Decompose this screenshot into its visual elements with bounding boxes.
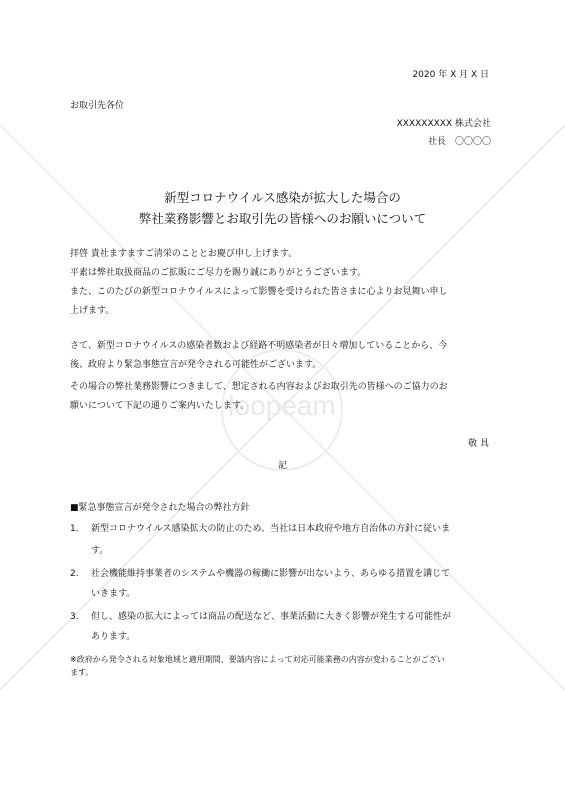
list-item-text: 但し、感染の拡大によっては商品の配送など、事業活動に大きく影響が発生する可能性が — [91, 612, 452, 622]
president-name: 社長 〇〇〇〇 — [427, 137, 491, 147]
greeting-line: 拝啓 貴社ますますご清栄のこととお慶び申し上げます。 — [70, 249, 298, 259]
greeting-line: また、このたびの新型コロナウイルスによって影響を受けられた皆さまに心よりお見舞い申し — [70, 287, 448, 297]
body-line: 後、政府より緊急事態宣言が発令される可能性がございます。 — [70, 360, 322, 370]
list-item-number: 2. — [70, 569, 79, 579]
body-line: その場合の弊社業務影響につきまして、想定される内容およびお取引先の皆様へのご協力のお — [70, 382, 448, 392]
ki-marker: 記 — [278, 461, 288, 471]
closing: 敬 具 — [468, 439, 489, 449]
recipient: お取引先各位 — [70, 101, 125, 111]
body-line: さて、新型コロナウイルスの感染者数および経路不明感染者が日々増加していることから、今 — [70, 341, 448, 351]
list-item-text: いきます。 — [91, 589, 136, 599]
list-item-text: 新型コロナウイルス感染拡大の防止のため、当社は日本政府や地方自治体の方針に従いま — [91, 524, 451, 534]
greeting-line: 平素は弊社取扱商品のご拡販にご尽力を賜り誠にありがとうございます。 — [70, 268, 367, 278]
title-line-1: 新型コロナウイルス感染が拡大した場合の — [164, 190, 401, 205]
document-date: 2020 年 X 月 X 日 — [412, 70, 489, 80]
company-name: XXXXXXXXX 株式会社 — [396, 119, 491, 129]
body-line: 願いについて下記の通りご案内いたします。 — [70, 401, 250, 411]
list-item-text: あります。 — [91, 632, 136, 642]
list-item-number: 3. — [70, 612, 79, 622]
greeting-line: 上げます。 — [70, 306, 115, 316]
list-item-text: す。 — [91, 546, 109, 556]
list-item-text: 社会機能維持事業者のシステムや機器の稼働に影響が出ないよう、あらゆる措置を講じて — [91, 569, 451, 579]
note-line: ます。 — [70, 668, 94, 677]
title-line-2: 弊社業務影響とお取引先の皆様へのお願いについて — [138, 211, 427, 226]
note-line: ※政府から発令される対象地域と適用期間、要請内容によって対応可能業務の内容が変わることがござい — [70, 655, 445, 664]
list-item-number: 1. — [70, 524, 79, 534]
watermark-text: loopeam — [228, 390, 336, 421]
section-heading: ■緊急事態宣言が発令された場合の弊社方針 — [70, 503, 250, 513]
